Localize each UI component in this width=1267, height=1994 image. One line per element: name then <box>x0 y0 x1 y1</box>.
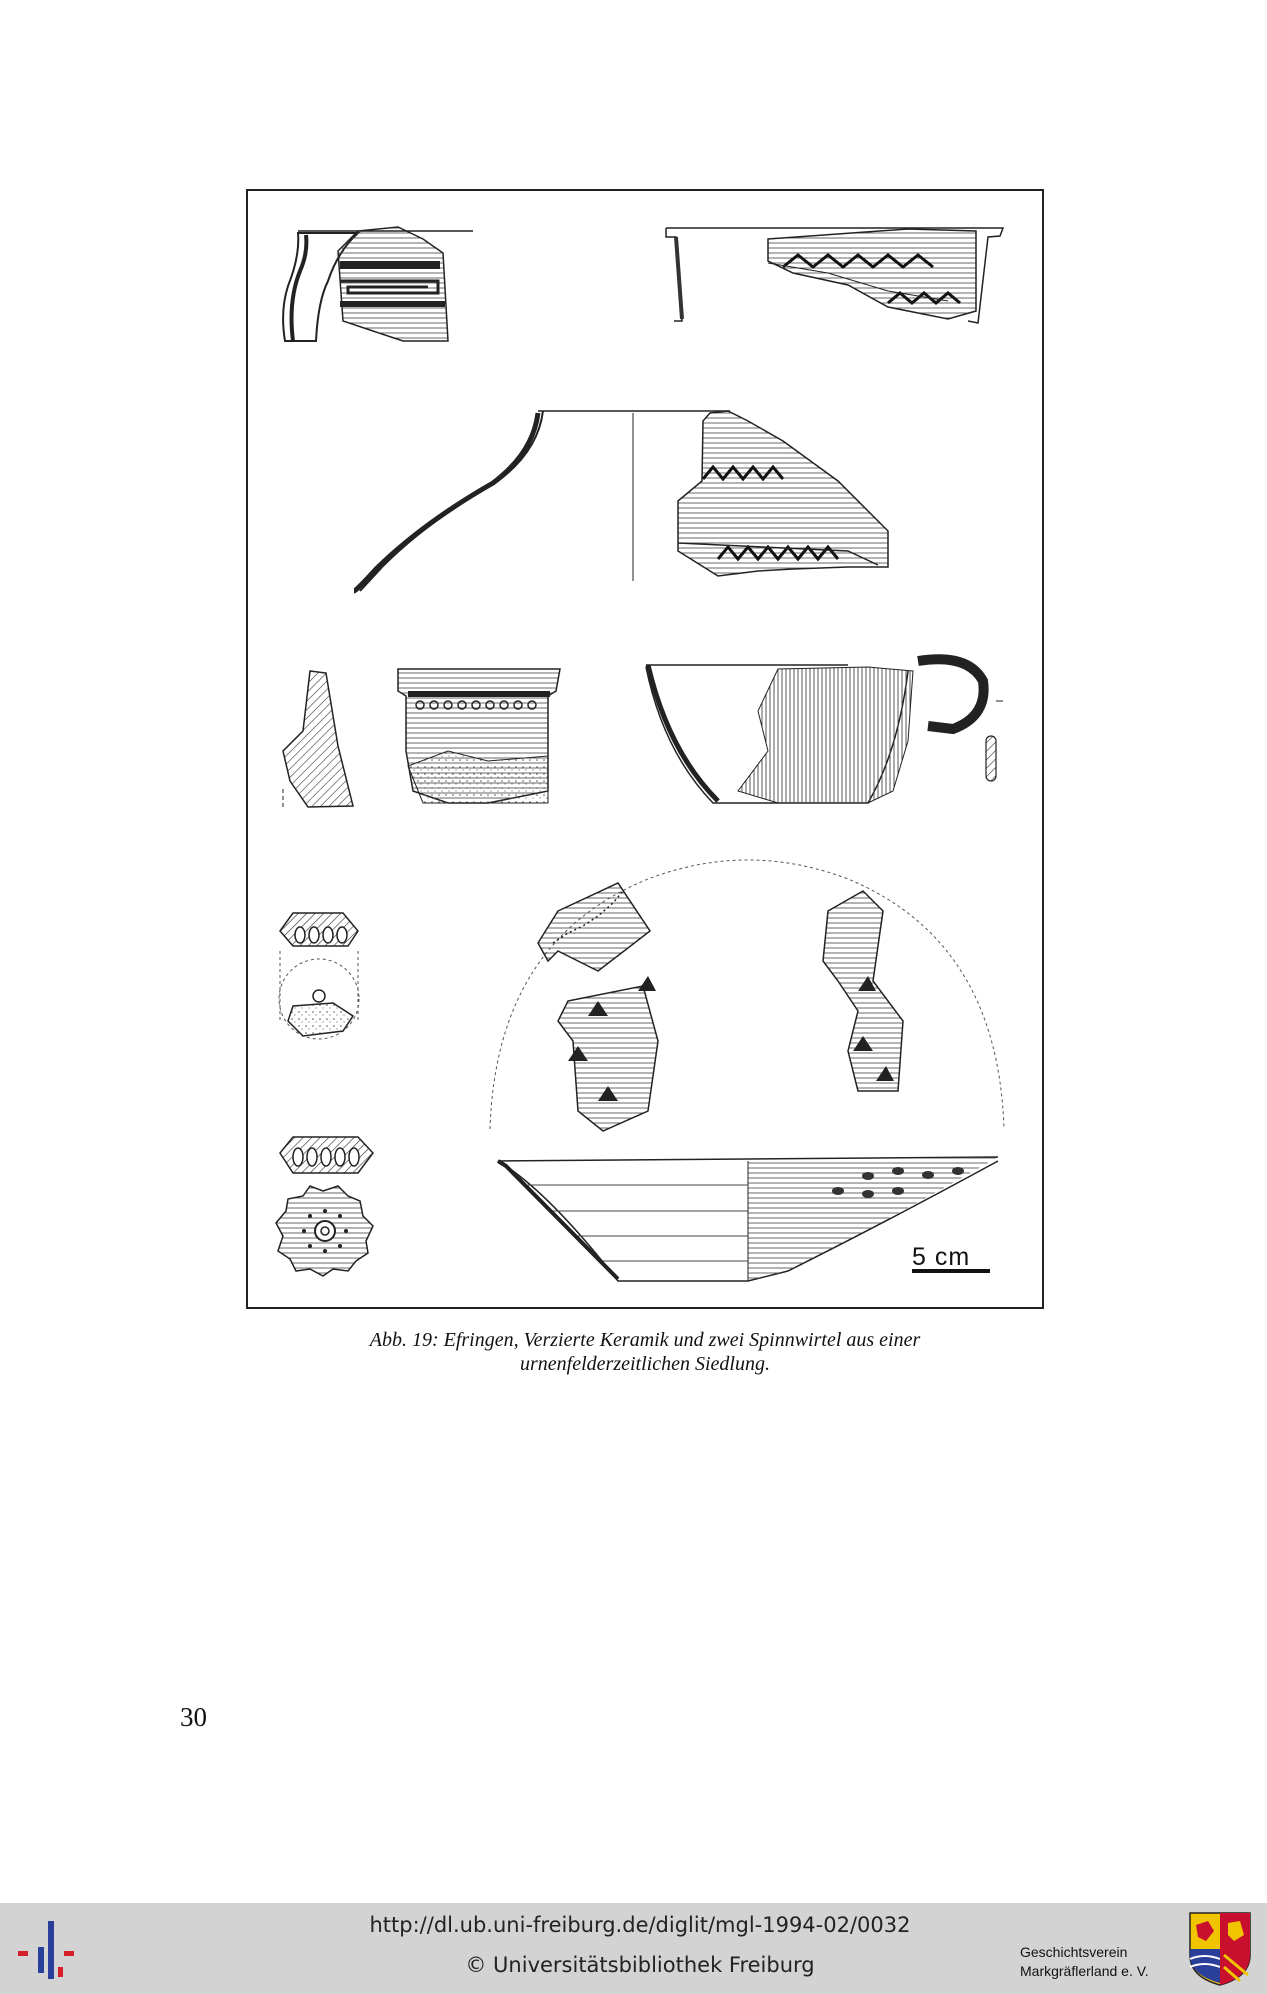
spindle-whorl-1 <box>279 913 359 1039</box>
spindle-whorl-2 <box>276 1137 373 1276</box>
caption-line-1: Abb. 19: Efringen, Verzierte Keramik und zwei Spinnwirtel aus einer <box>369 1329 921 1351</box>
pottery-drawings <box>248 191 1042 1307</box>
vessel-handled-cup <box>646 659 1003 803</box>
society-line-1: Geschichtsverein <box>1020 1944 1128 1960</box>
figure-caption <box>300 1328 990 1376</box>
scale-label: 5 cm <box>912 1243 971 1271</box>
coat-of-arms-icon <box>1188 1911 1252 1987</box>
ub-freiburg-logo-icon <box>14 1917 80 1983</box>
footer-copyright: © Universitätsbibliothek Freiburg <box>465 1953 815 1977</box>
society-name <box>1020 1943 1149 1981</box>
vessel-reconstructed-bowl <box>490 860 1004 1281</box>
sherd-collar-dots <box>398 669 560 803</box>
footer-url-link[interactable]: http://dl.ub.uni-freiburg.de/diglit/mgl-1994-02/0032 <box>369 1913 911 1937</box>
society-line-2: Markgräflerland e. V. <box>1020 1963 1149 1979</box>
vessel-jar <box>354 411 888 591</box>
caption-line-2: urnenfelderzeitlichen Siedlung. <box>520 1353 770 1375</box>
sherd-meander <box>283 227 473 341</box>
sherd-zigzag-bowl <box>666 228 1003 323</box>
figure-plate <box>246 189 1044 1309</box>
sherd-profile-hatched <box>283 671 353 807</box>
page-number: 30 <box>180 1702 207 1732</box>
footer-bar <box>0 1903 1267 1994</box>
